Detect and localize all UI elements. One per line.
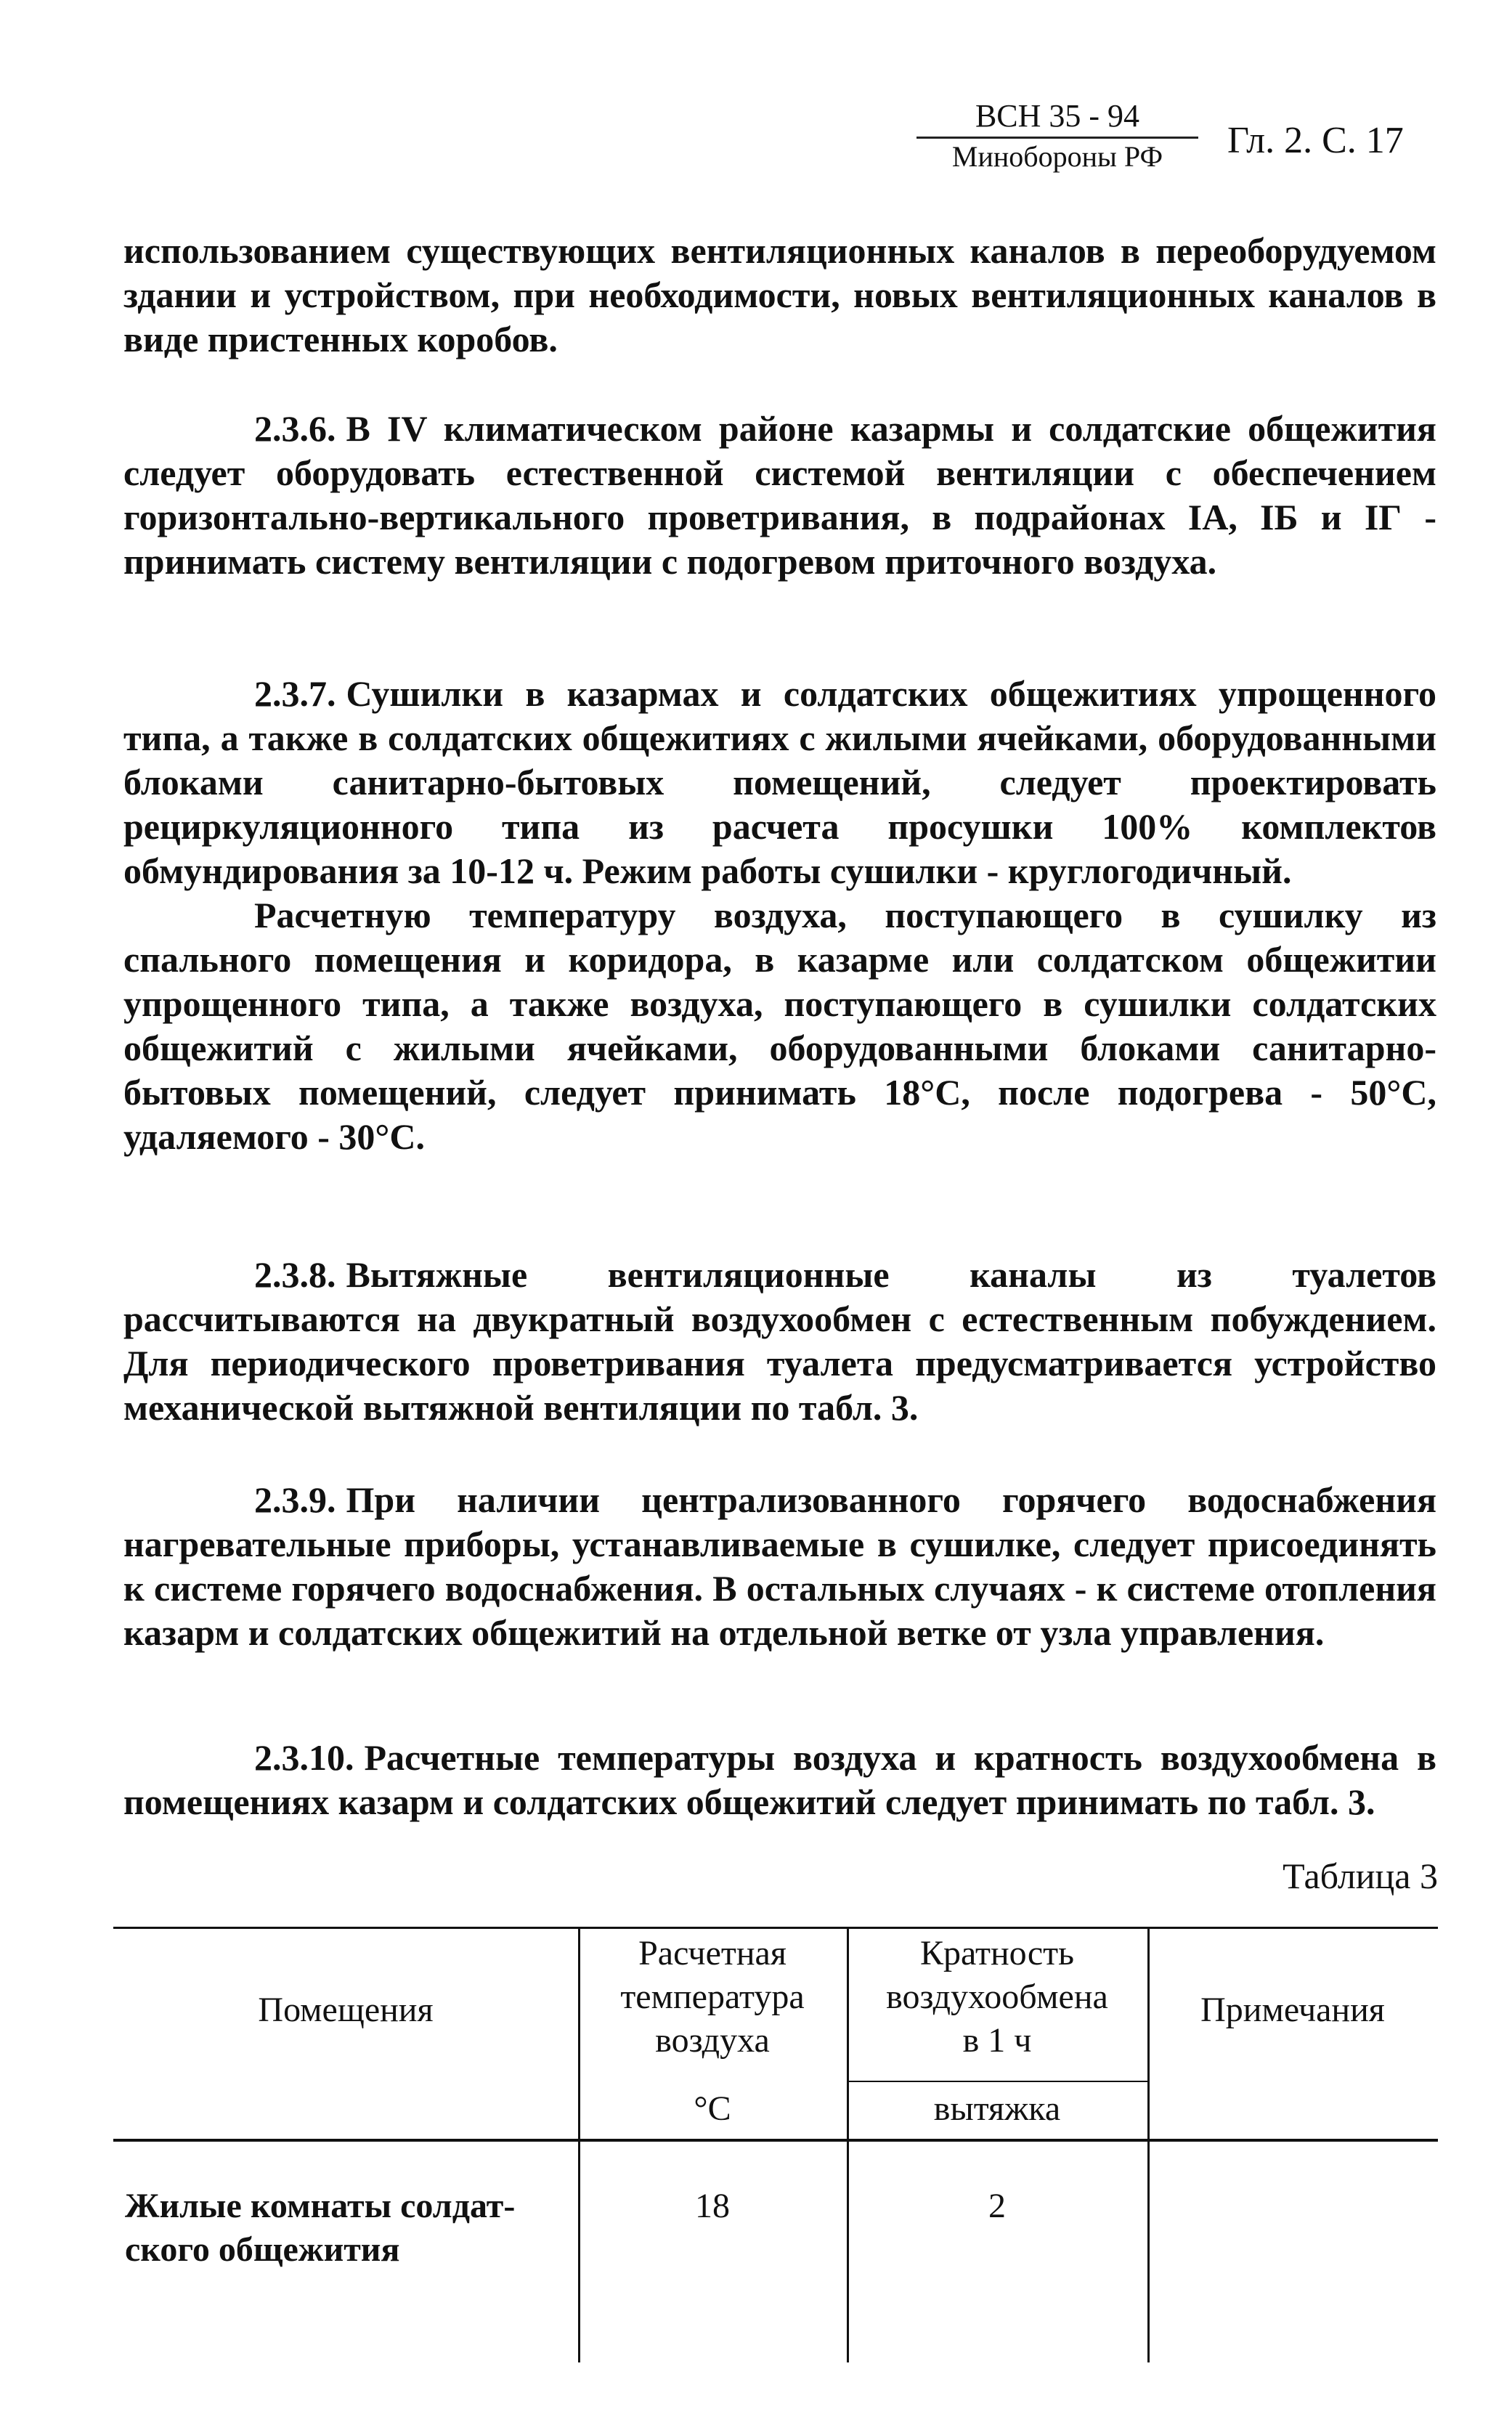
header-temperature-unit: °С <box>694 2089 731 2128</box>
header-temperature-line: Расчетная <box>638 1934 787 1972</box>
organization: Минобороны РФ <box>951 140 1163 173</box>
header-exchange-line: воздухообмена <box>886 1978 1108 2016</box>
page-reference: Гл. 2. С. 17 <box>1227 120 1404 161</box>
clause-text: Сушилки в казармах и солдатских общежитиях упрощенного типа, а также в солдатских общежитиях с жилыми ячейками, оборудованными блоками санитарно-бытовых помещений, следует проектировать рециркуляционного типа из расчета просушки 100% комплектов обмундирования за 10-12 ч. Режим работы сушилки - круглогодичный. <box>123 673 1436 891</box>
paragraph-2-3-7 <box>123 672 1436 1159</box>
header-rooms: Помещения <box>258 1991 434 2029</box>
row-room-line: ского общежития <box>125 2230 400 2269</box>
paragraph-2-3-6 <box>123 407 1436 584</box>
clause-number: 2.3.8. <box>254 1254 336 1295</box>
paragraph-2-3-8 <box>123 1253 1436 1430</box>
header-exhaust: вытяжка <box>933 2089 1061 2128</box>
document-code: ВСН 35 - 94 <box>916 96 1198 139</box>
clause-text: В IV климатическом районе казармы и солдатские общежития следует оборудовать естественной системой вентиляции с обеспечением горизонтально-вертикального проветривания, в подрайонах IА, IБ и IГ - принимать систему вентиляции с подогревом приточного воздуха. <box>123 408 1436 582</box>
table-top-rule <box>113 1927 1438 1929</box>
clause-number: 2.3.9. <box>254 1479 336 1520</box>
paragraph-2-3-10 <box>123 1736 1436 1824</box>
paragraph-2-3-7-continued: Расчетную температуру воздуха, поступающего в сушилку из спального помещения и коридора, в казарме или солдатском общежитии упрощенного типа, а также воздуха, поступающего в сушилки солдатских общежитий с жилыми ячейками, оборудованными блоками санитарно-бытовых помещений, следует принимать 18°С, после подогрева - 50°С, удаляемого - 30°С. <box>123 895 1436 1157</box>
paragraph-intro-text: использованием существующих вентиляционных каналов в переоборудуемом здании и устройством, при необходимости, новых вентиляционных каналов в виде пристенных коробов. <box>123 230 1436 359</box>
header-exchange-line: Кратность <box>919 1934 1075 1972</box>
clause-text: Расчетные температуры воздуха и кратность воздухообмена в помещениях казарм и солдатских общежитий следует принимать по табл. 3. <box>123 1737 1436 1822</box>
clause-text: При наличии централизованного горячего водоснабжения нагревательные приборы, устанавливаемые в сушилке, следует присоединять к системе горячего водоснабжения. В остальных случаях - к системе отопления казарм и солдатских общежитий на отдельной ветке от узла управления. <box>123 1479 1436 1653</box>
clause-number: 2.3.7. <box>254 673 336 714</box>
row-room-line: Жилые комнаты солдат- <box>125 2187 516 2225</box>
clause-number: 2.3.10. <box>254 1737 354 1778</box>
paragraph-intro <box>123 229 1436 362</box>
header-exchange-line: в 1 ч <box>962 2021 1032 2060</box>
header-temperature-line: температура <box>620 1978 805 2016</box>
table-header-rule <box>113 2139 1438 2142</box>
clause-text: Вытяжные вентиляционные каналы из туалетов рассчитываются на двукратный воздухообмен с естественным побуждением. Для периодического проветривания туалета предусматривается устройство механической вытяжной вентиляции по табл. 3. <box>123 1254 1436 1428</box>
table-subheader-rule <box>847 2081 1147 2082</box>
clause-number: 2.3.6. <box>254 408 336 449</box>
row-temperature: 18 <box>695 2187 730 2225</box>
paragraph-2-3-9 <box>123 1478 1436 1655</box>
row-exhaust-rate: 2 <box>988 2187 1006 2225</box>
header-notes: Примечания <box>1200 1991 1385 2029</box>
table-caption: Таблица 3 <box>1283 1856 1438 1896</box>
ventilation-table <box>113 1927 1438 2362</box>
header-temperature-line: воздуха <box>655 2021 770 2060</box>
